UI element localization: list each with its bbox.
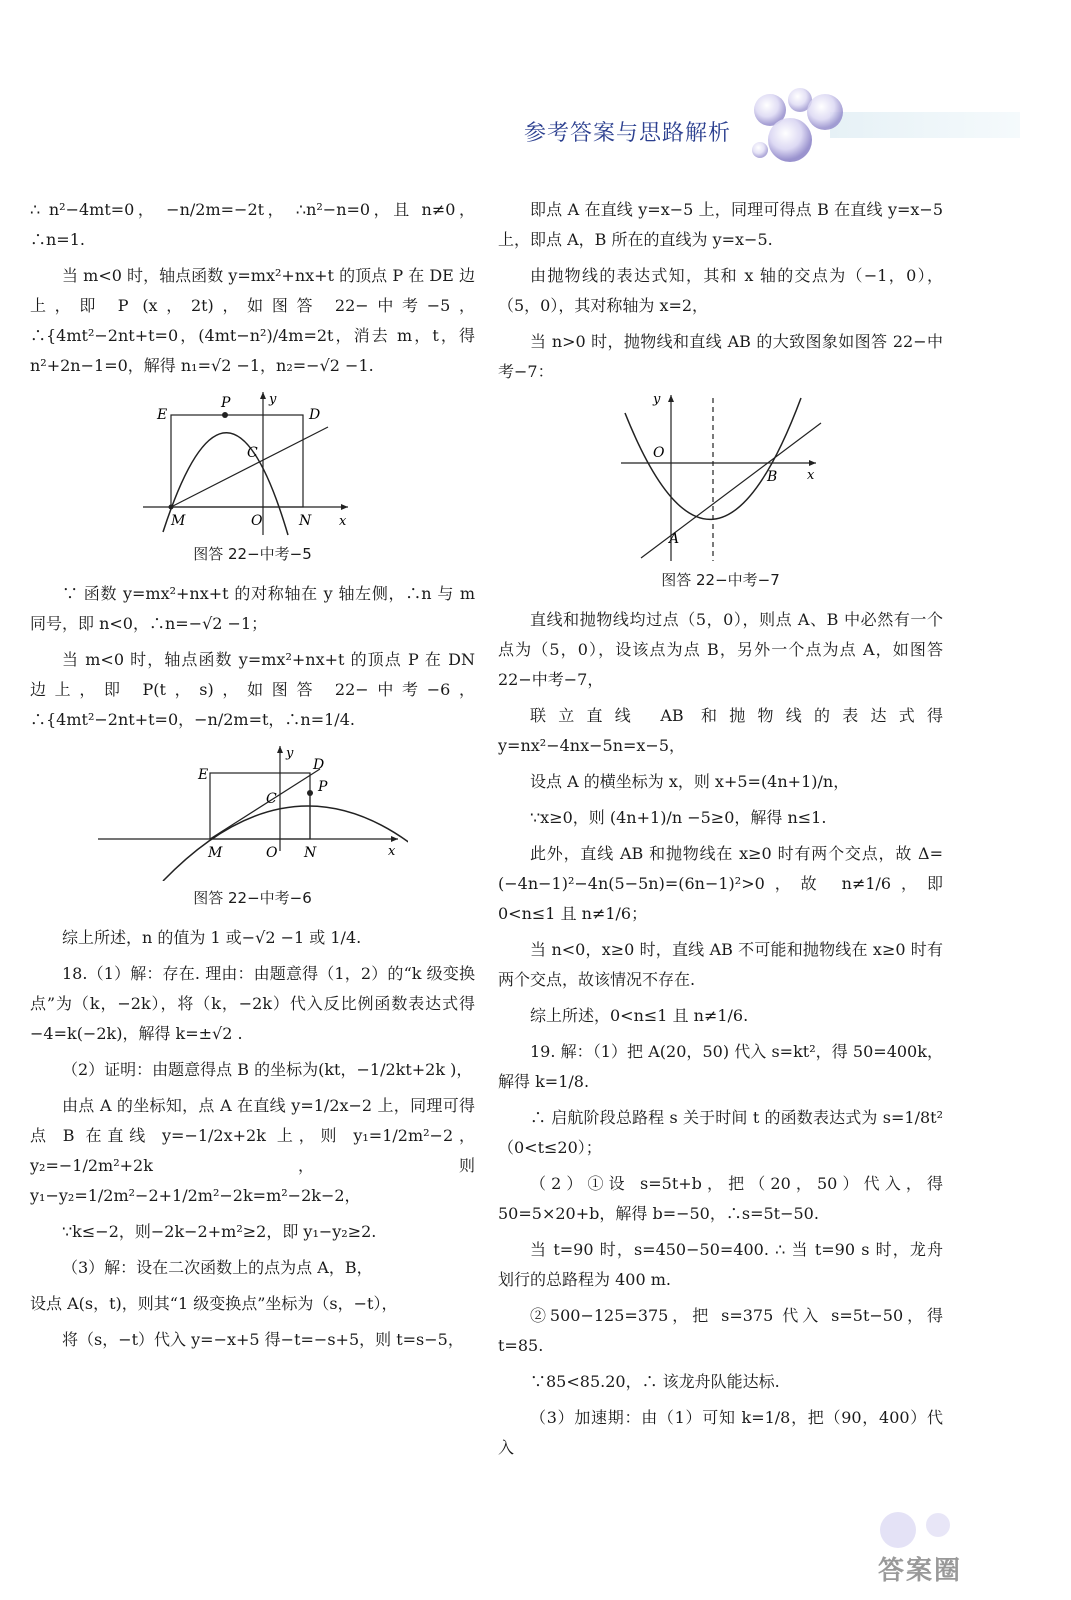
page-title: 参考答案与思路解析 bbox=[524, 121, 732, 146]
paragraph: ②500−125=375，把 s=375 代入 s=5t−50，得 t=85. bbox=[498, 1306, 943, 1355]
figure-caption: 图答 22−中考−6 bbox=[193, 889, 312, 907]
page-header bbox=[0, 0, 1071, 180]
label-D: D bbox=[308, 407, 320, 423]
label-P: P bbox=[220, 395, 230, 411]
paragraph: 此外，直线 AB 和抛物线在 x≥0 时有两个交点，故 Δ=(−4n−1)²−4n(5−5n)=(6n−1)²>0，故 n≠1/6，即 0<n≤1 且 n≠1/6； bbox=[498, 844, 943, 923]
paragraph: 18.（1）解：存在. 理由：由题意得（1，2）的“k 级变换点”为（k，−2k），将（k，−2k）代入反比例函数表达式得−4=k(−2k)，解得 k=±√2 . bbox=[30, 964, 475, 1043]
label-C: C bbox=[246, 445, 258, 461]
paragraph: 综上所述，0<n≤1 且 n≠1/6. bbox=[530, 1006, 749, 1025]
bubble-decoration bbox=[0, 0, 1071, 180]
paragraph: （3）解：设在二次函数上的点为点 A，B， bbox=[62, 1258, 373, 1277]
label-M: M bbox=[170, 513, 185, 529]
paragraph: 当 t=90 时，s=450−50=400. ∴ 当 t=90 s 时，龙舟划行的总路程为 400 m. bbox=[498, 1240, 943, 1289]
figure-caption: 图答 22−中考−5 bbox=[193, 545, 312, 563]
paragraph: 由点 A 的坐标知，点 A 在直线 y=1/2x−2 上，同理可得点 B 在直线 y=−1/2x+2k 上，则 y₁=1/2m²−2，y₂=−1/2m²+2k，则 y₁−y₂=1/2m²−2+1/2m²−2k=m²−2k−2， bbox=[30, 1096, 475, 1205]
paragraph: 设点 A(s，t)，则其“1 级变换点”坐标为（s，−t）， bbox=[30, 1294, 398, 1313]
label-y: y bbox=[268, 392, 276, 407]
paragraph: 当 m<0 时，轴点函数 y=mx²+nx+t 的顶点 P 在 DE 边上，即 P (x，2t)，如图答 22−中考−5，∴{4mt²−2nt+t=0，(4mt−n²)/4m=2t，消去 m，t，得n²+2n−1=0，解得 n₁=√2 −1，n₂=−√2 −1. bbox=[30, 266, 475, 375]
paragraph: 直线和抛物线均过点（5，0），则点 A、B 中必然有一个点为（5，0），设该点为点 B，另外一个点为点 A，如图答 22−中考−7， bbox=[498, 610, 943, 689]
figure-5 bbox=[143, 387, 363, 537]
paragraph: ∴ n²−4mt=0， −n/2m=−2t， ∴n²−n=0，且 n≠0，∴n=1. bbox=[30, 200, 475, 249]
paragraph: ∵85<85.20，∴ 该龙舟队能达标. bbox=[530, 1372, 780, 1391]
paragraph: 综上所述，n 的值为 1 或−√2 −1 或 1/4. bbox=[62, 928, 362, 947]
right-column bbox=[498, 195, 943, 1469]
watermark-text: 答案圈 bbox=[878, 1556, 963, 1586]
paragraph: ∵k≤−2，则−2k−2+m²≥2，即 y₁−y₂≥2. bbox=[62, 1222, 377, 1241]
label-x: x bbox=[338, 514, 346, 529]
label-O: O bbox=[250, 513, 262, 529]
paragraph: （3）加速期：由（1）可知 k=1/8，把（90，400）代入 bbox=[498, 1408, 943, 1457]
label-B: B bbox=[766, 469, 777, 485]
label-P: P bbox=[317, 779, 327, 795]
label-O: O bbox=[652, 445, 664, 461]
paragraph: 将（s，−t）代入 y=−x+5 得−t=−s+5，则 t=s−5， bbox=[62, 1330, 464, 1349]
label-E: E bbox=[197, 767, 208, 783]
label-M: M bbox=[207, 845, 222, 861]
paragraph: 当 n>0 时，抛物线和直线 AB 的大致图象如图答 22−中考−7： bbox=[498, 332, 943, 381]
label-O: O bbox=[265, 845, 277, 861]
label-x: x bbox=[387, 844, 395, 859]
label-A: A bbox=[668, 531, 679, 547]
label-D: D bbox=[312, 757, 324, 773]
paragraph: （2）①设 s=5t+b，把（20，50）代入，得 50=5×20+b，解得 b=−50，∴s=5t−50. bbox=[498, 1174, 943, 1223]
left-column bbox=[30, 195, 475, 1361]
figure-6 bbox=[98, 741, 408, 881]
paragraph: 当 n<0，x≥0 时，直线 AB 不可能和抛物线在 x≥0 时有两个交点，故该情况不存在. bbox=[498, 940, 943, 989]
paragraph: 设点 A 的横坐标为 x，则 x+5=(4n+1)/n， bbox=[530, 772, 850, 791]
paragraph: 联立直线 AB 和抛物线的表达式得 y=nx²−4nx−5n=x−5， bbox=[498, 706, 943, 755]
label-N: N bbox=[303, 845, 316, 861]
paragraph: 19. 解：（1）把 A(20，50) 代入 s=kt²，得 50=400k，解得 k=1/8. bbox=[498, 1042, 943, 1091]
paragraph: 由抛物线的表达式知，其和 x 轴的交点为（−1，0），（5，0），其对称轴为 x=2， bbox=[498, 266, 943, 315]
paragraph: （2）证明：由题意得点 B 的坐标为(kt，−1/2kt+2k )， bbox=[62, 1060, 473, 1079]
figure-caption: 图答 22−中考−7 bbox=[661, 571, 780, 589]
paragraph: ∵x≥0，则 (4n+1)/n −5≥0，解得 n≤1. bbox=[530, 808, 827, 827]
label-E: E bbox=[156, 407, 167, 423]
label-y: y bbox=[652, 393, 660, 407]
paragraph: ∴ 启航阶段总路程 s 关于时间 t 的函数表达式为 s=1/8t²（0<t≤20）； bbox=[498, 1108, 943, 1157]
label-N: N bbox=[298, 513, 311, 529]
label-C: C bbox=[265, 791, 277, 807]
figure-7 bbox=[611, 393, 831, 563]
label-x: x bbox=[806, 468, 814, 483]
label-y: y bbox=[285, 746, 293, 761]
paragraph: 即点 A 在直线 y=x−5 上，同理可得点 B 在直线 y=x−5 上，即点 A，B 所在的直线为 y=x−5. bbox=[498, 200, 943, 249]
paragraph: ∵ 函数 y=mx²+nx+t 的对称轴在 y 轴左侧，∴n 与 m 同号，即 n<0，∴n=−√2 −1； bbox=[30, 584, 475, 633]
paragraph: 当 m<0 时，轴点函数 y=mx²+nx+t 的顶点 P 在 DN 边上，即 P(t，s)，如图答 22−中考−6，∴{4mt²−2nt+t=0，−n/2m=t，∴n=1/4. bbox=[30, 650, 475, 729]
